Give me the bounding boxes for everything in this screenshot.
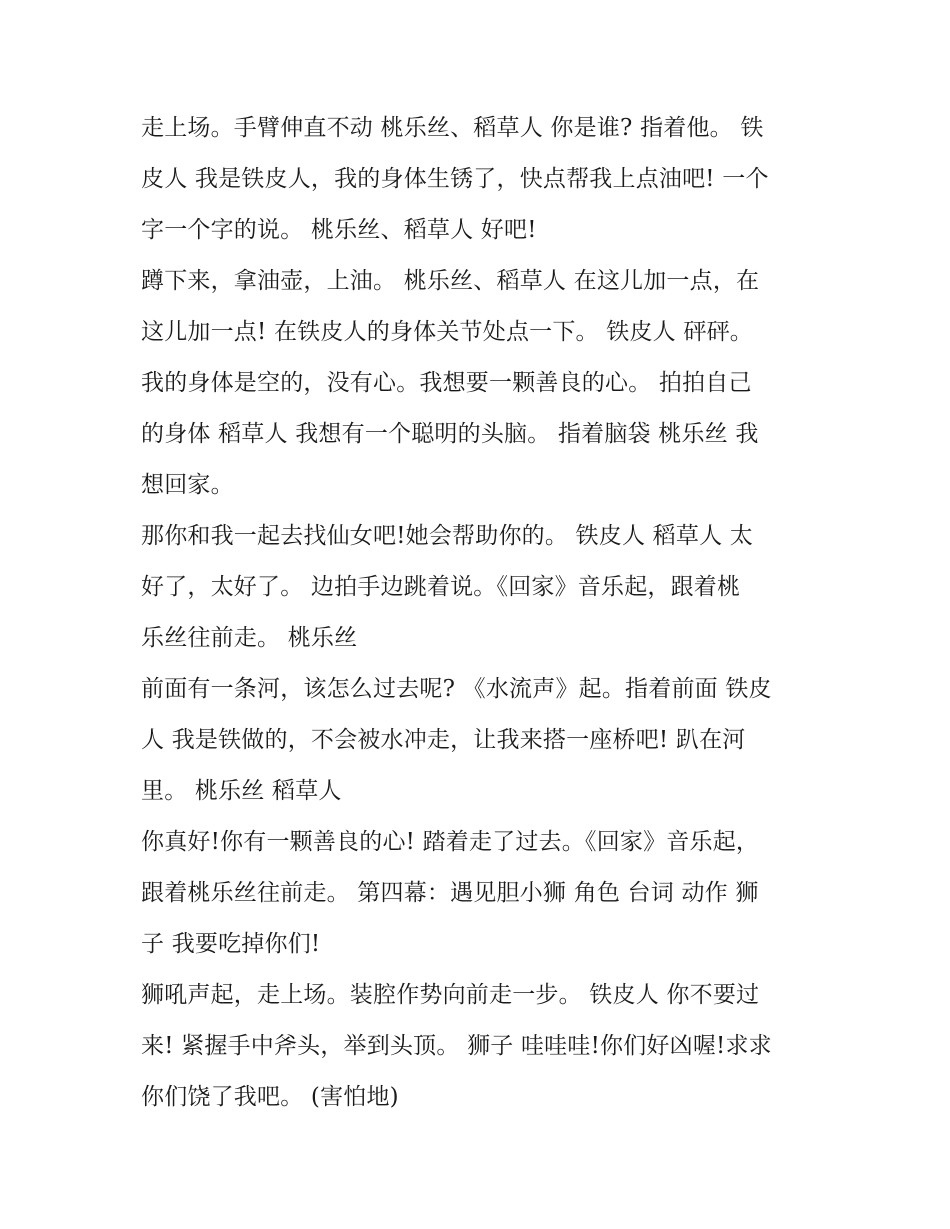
text-line: 字一个字的说。 桃乐丝、稻草人 好吧! — [141, 217, 537, 243]
text-line: 那你和我一起去找仙女吧!她会帮助你的。 铁皮人 稻草人 太 — [141, 523, 753, 549]
text-line: 前面有一条河，该怎么过去呢? 《水流声》起。指着前面 铁皮 — [141, 676, 772, 702]
text-line: 跟着桃乐丝往前走。 第四幕：遇见胆小狮 角色 台词 动作 狮 — [141, 880, 759, 906]
text-line: 这儿加一点! 在铁皮人的身体关节处点一下。 铁皮人 砰砰。 — [141, 319, 753, 345]
text-line: 乐丝往前走。 桃乐丝 — [141, 625, 358, 651]
text-line: 来! 紧握手中斧头，举到头顶。 狮子 哇哇哇!你们好凶喔!求求 — [141, 1033, 772, 1059]
document-body — [141, 103, 811, 1123]
text-line: 子 我要吃掉你们! — [141, 931, 321, 957]
text-line: 你真好!你有一颗善良的心! 踏着走了过去。《回家》音乐起， — [141, 829, 760, 855]
text-line: 蹲下来，拿油壶，上油。 桃乐丝、稻草人 在这儿加一点，在 — [141, 268, 760, 294]
text-line: 狮吼声起，走上场。装腔作势向前走一步。 铁皮人 你不要过 — [141, 982, 760, 1008]
text-line: 皮人 我是铁皮人，我的身体生锈了，快点帮我上点油吧! 一个 — [141, 166, 769, 192]
text-line: 想回家。 — [141, 472, 234, 498]
text-line: 我的身体是空的，没有心。我想要一颗善良的心。 拍拍自己 — [141, 370, 752, 396]
text-line: 的身体 稻草人 我想有一个聪明的头脑。 指着脑袋 桃乐丝 我 — [141, 421, 759, 447]
text-line: 人 我是铁做的，不会被水冲走，让我来搭一座桥吧! 趴在河 — [141, 727, 746, 753]
text-line: 里。 桃乐丝 稻草人 — [141, 778, 342, 804]
text-line: 你们饶了我吧。 (害怕地) — [141, 1084, 399, 1110]
text-line: 走上场。手臂伸直不动 桃乐丝、稻草人 你是谁? 指着他。 铁 — [141, 115, 764, 141]
text-line: 好了，太好了。 边拍手边跳着说。《回家》音乐起，跟着桃 — [141, 574, 741, 600]
